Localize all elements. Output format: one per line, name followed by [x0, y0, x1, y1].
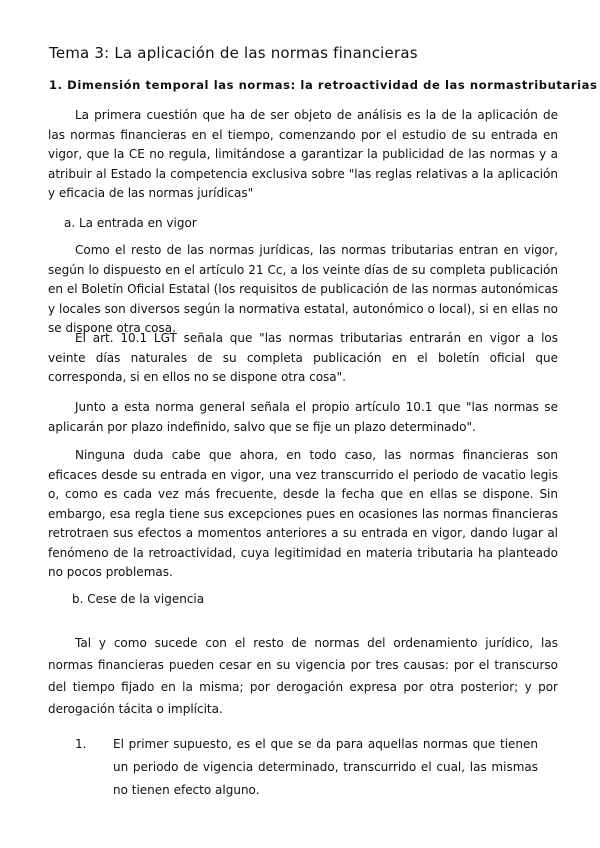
list-item-text: El primer supuesto, es el que se da para aquellas normas que tienen un periodo de vigencia determinado, transcurrido el cual, las mismas no tienen efecto alguno. [113, 737, 538, 797]
paragraph-art-10-1: El art. 10.1 LGT señala que "las normas tributarias entrarán en vigor a los veinte días naturales de su completa publicación en el boletín oficial que corresponda, si en ellos no se dispone otra cosa". [48, 331, 558, 384]
paragraph-intro: La primera cuestión que ha de ser objeto de análisis es la de la aplicación de las normas financieras en el tiempo, comenzando por el estudio de su entrada en vigor, que la CE no regula, limitándose a garantizar la publicidad de las normas y a atribuir al Estado la competencia exclusiva sobre "las reglas relativas a la aplicación y eficacia de las normas jurídicas" [48, 108, 558, 200]
list-item-number: 1. [75, 737, 87, 751]
heading-cese-vigencia: b. Cese de la vigencia [72, 592, 205, 606]
document-title: Tema 3: La aplicación de las normas financieras [49, 44, 418, 62]
paragraph-plazo-indefinido: Junto a esta norma general señala el propio artículo 10.1 que "las normas se aplicarán por plazo indefinido, salvo que se fije un plazo determinado". [48, 400, 558, 434]
paragraph-entrada-vigor: Como el resto de las normas jurídicas, las normas tributarias entran en vigor, según lo dispuesto en el artículo 21 Cc, a los veinte días de su completa publicación en el Boletín Oficial Estatal (los requisitos de publicación de las normas autonómicas y locales son diversos según la normativa estatal, autonómico o local), si en ellas no se dispone otra cosa. [48, 243, 558, 335]
paragraph-retroactividad: Ninguna duda cabe que ahora, en todo caso, las normas financieras son eficaces desde su entrada en vigor, una vez transcurrido el periodo de vacatio legis o, como es cada vez más frecuente, desde la fecha que en ellas se dispone. Sin embargo, esa regla tiene sus excepciones pues en ocasiones las normas financieras retrotraen sus efectos a momentos anteriores a su entrada en vigor, dando lugar al fenómeno de la retroactividad, cuya legitimidad en materia tributaria ha planteado no pocos problemas. [48, 448, 558, 579]
paragraph-cese: Tal y como sucede con el resto de normas del ordenamiento jurídico, las normas financieras pueden cesar en su vigencia por tres causas: por el transcurso del tiempo fijado en la misma; por derogación expresa por otra posterior; y por derogación tácita o implícita. [48, 636, 558, 716]
heading-entrada-en-vigor: a. La entrada en vigor [64, 216, 197, 230]
section-title: 1. Dimensión temporal las normas: la retroactividad de las normastributarias [49, 78, 598, 92]
